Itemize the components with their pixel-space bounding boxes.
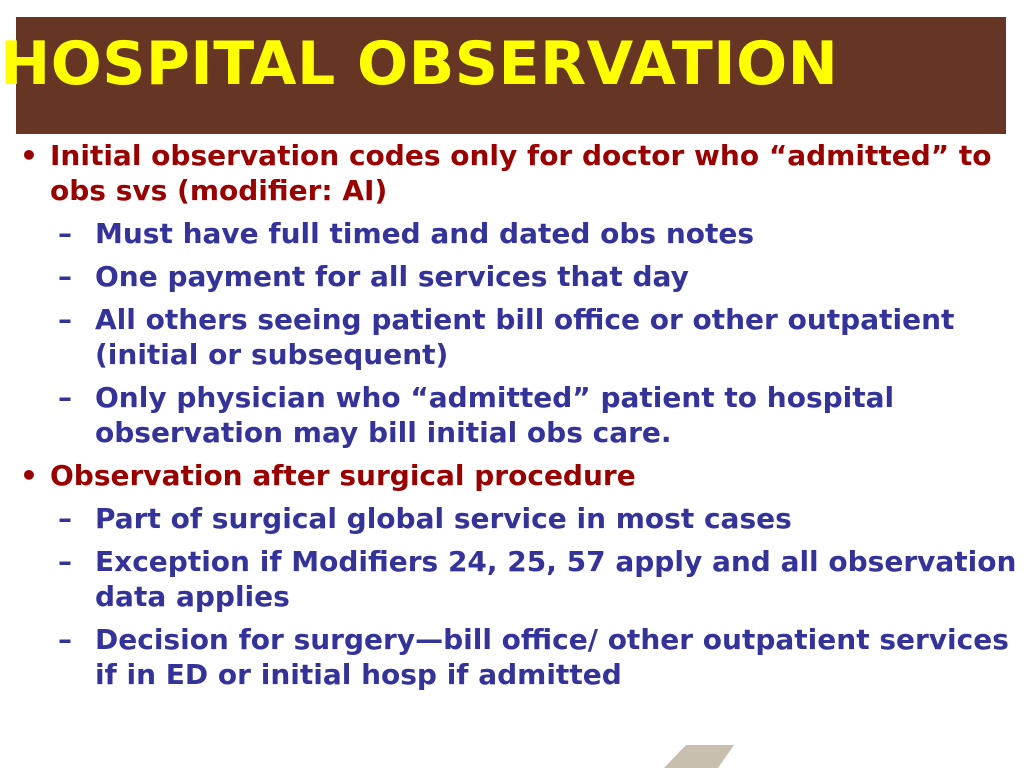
dash-marker: –	[58, 260, 72, 293]
sub-bullet-item	[20, 501, 1020, 536]
bullet-marker: •	[20, 139, 38, 172]
sub-bullet-item	[20, 380, 1020, 450]
decorative-slash-shape	[664, 745, 734, 768]
sub-bullet-item	[20, 302, 1020, 372]
bullet-item	[20, 138, 1020, 208]
dash-marker: –	[58, 623, 72, 656]
sub-bullet-item	[20, 544, 1020, 614]
bullet-marker: •	[20, 459, 38, 492]
dash-marker: –	[58, 502, 72, 535]
sub-bullet-text: One payment for all services that day	[95, 260, 689, 293]
bullet-text: Initial observation codes only for doctor who “admitted” to obs svs (modifier: AI)	[50, 139, 992, 207]
sub-bullet-text: All others seeing patient bill office or other outpatient (initial or subsequent)	[95, 303, 955, 371]
sub-bullet-text: Exception if Modifiers 24, 25, 57 apply and all observation data applies	[95, 545, 1017, 613]
sub-bullet-item	[20, 259, 1020, 294]
sub-bullet-text: Part of surgical global service in most cases	[95, 502, 792, 535]
sub-bullet-text: Must have full timed and dated obs notes	[95, 217, 755, 250]
bullet-item	[20, 458, 1020, 493]
sub-bullet-item	[20, 216, 1020, 251]
dash-marker: –	[58, 303, 72, 336]
bullet-text: Observation after surgical procedure	[50, 459, 636, 492]
sub-bullet-text: Only physician who “admitted” patient to hospital observation may bill initial obs care.	[95, 381, 895, 449]
dash-marker: –	[58, 381, 72, 414]
dash-marker: –	[58, 545, 72, 578]
sub-bullet-item	[20, 622, 1020, 692]
slide-title: HOSPITAL OBSERVATION	[0, 29, 839, 99]
dash-marker: –	[58, 217, 72, 250]
bullet-list	[20, 138, 1020, 700]
sub-bullet-text: Decision for surgery—bill office/ other outpatient services if in ED or initial hosp if admitted	[95, 623, 1009, 691]
